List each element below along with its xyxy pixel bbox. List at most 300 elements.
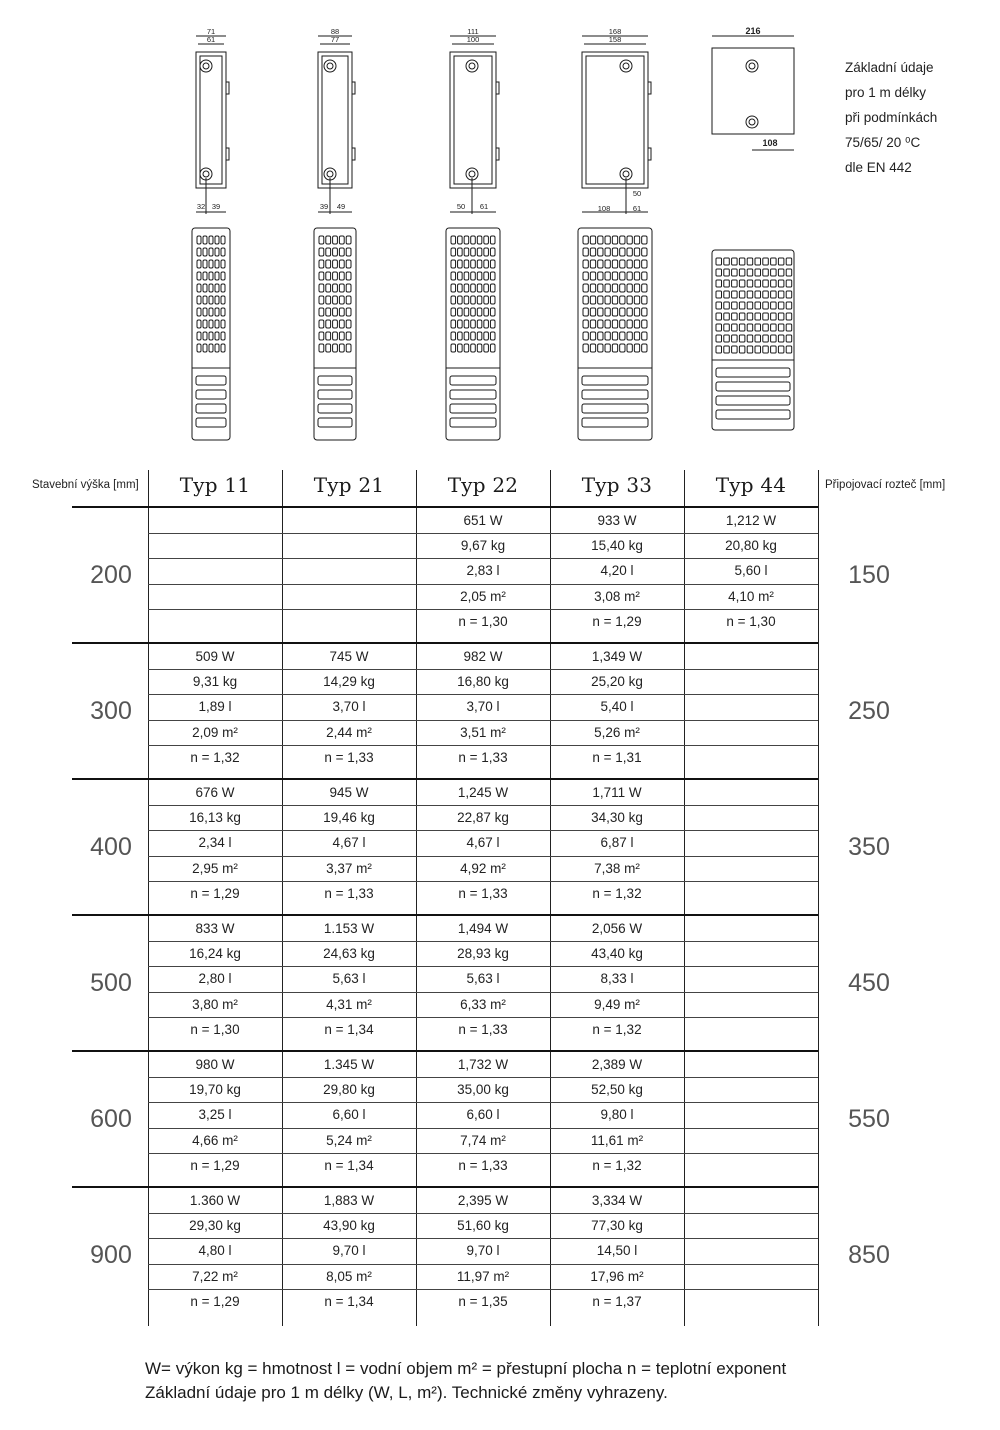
grille-slot — [739, 269, 745, 276]
height-value: 400 — [90, 833, 132, 861]
grille-slot — [197, 296, 201, 304]
grille-slot — [747, 324, 753, 331]
grille-slot — [605, 260, 610, 268]
grille-slot — [620, 344, 625, 352]
grille-slot — [627, 248, 632, 256]
dimension-label: 39 — [211, 202, 221, 211]
table-cell — [282, 533, 416, 558]
grille-slot — [771, 280, 777, 287]
grille-slot — [221, 236, 225, 244]
grille-slot — [763, 269, 769, 276]
grille-slot — [464, 248, 469, 256]
grille-slot — [339, 248, 344, 256]
fin-section — [716, 382, 790, 391]
table-cell: 982 W — [463, 649, 503, 664]
table-cell — [282, 609, 416, 634]
grille-slot — [724, 335, 730, 342]
grille-slot — [605, 344, 610, 352]
grille-slot — [464, 296, 469, 304]
grille-slot — [203, 332, 207, 340]
info-line: pro 1 m délky — [845, 85, 927, 100]
table-cell: 5,24 m² — [326, 1132, 372, 1148]
table-cell: 3,51 m² — [460, 724, 506, 740]
grille-slot — [771, 313, 777, 320]
grille-slot — [464, 236, 469, 244]
grille-slot — [326, 296, 331, 304]
info-line: 75/65/ 20 ⁰C — [845, 135, 921, 150]
table-cell: 52,50 kg — [591, 1082, 643, 1098]
table-cell: n = 1,30 — [726, 613, 776, 629]
grille-slot — [333, 296, 338, 304]
grille-slot — [326, 344, 331, 352]
table-cell: 9,80 l — [600, 1107, 634, 1123]
table-cell: 3,70 l — [332, 699, 366, 715]
grille-slot — [583, 308, 588, 316]
connector-circle — [469, 171, 475, 177]
grille-slot — [464, 320, 469, 328]
connector-circle — [324, 60, 336, 72]
table-cell: 5,26 m² — [594, 724, 640, 740]
fin-section — [450, 390, 496, 399]
grille-slot — [786, 346, 792, 353]
grille-slot — [771, 335, 777, 342]
table-cell — [684, 1102, 818, 1127]
grille-slot — [346, 284, 351, 292]
table-cell — [684, 916, 818, 941]
grille-slot — [771, 346, 777, 353]
radiator-front-inner — [586, 56, 644, 184]
table-cell: 17,96 m² — [590, 1268, 644, 1284]
table-cell: n = 1,33 — [458, 749, 508, 765]
grille-slot — [755, 258, 761, 265]
grille-slot — [339, 284, 344, 292]
grille-slot — [598, 248, 603, 256]
grille-slot — [464, 272, 469, 280]
grille-slot — [598, 320, 603, 328]
table-cell: n = 1,33 — [324, 749, 374, 765]
grille-slot — [583, 296, 588, 304]
grille-slot — [620, 260, 625, 268]
grille-slot — [490, 236, 495, 244]
grille-slot — [477, 284, 482, 292]
grille-slot — [634, 332, 639, 340]
table-cell — [282, 558, 416, 583]
grille-slot — [778, 258, 784, 265]
table-cell — [148, 584, 282, 609]
grille-slot — [612, 308, 617, 316]
grille-slot — [458, 296, 463, 304]
base-data-info — [845, 55, 995, 180]
grille-slot — [747, 258, 753, 265]
bracket — [648, 82, 651, 94]
table-cell: 8,33 l — [600, 971, 634, 987]
table-cell: 51,60 kg — [457, 1218, 509, 1234]
table-cell: 4,10 m² — [728, 588, 774, 604]
grille-slot — [627, 284, 632, 292]
grille-slot — [771, 258, 777, 265]
grille-slot — [747, 335, 753, 342]
grille-slot — [319, 296, 324, 304]
grille-slot — [484, 272, 489, 280]
height-value: 500 — [90, 969, 132, 997]
grille-slot — [458, 308, 463, 316]
grille-slot — [346, 296, 351, 304]
grille-slot — [451, 248, 456, 256]
table-cell: 9,70 l — [332, 1243, 366, 1259]
grille-slot — [778, 280, 784, 287]
connector-circle — [203, 171, 209, 177]
grille-slot — [333, 248, 338, 256]
grille-slot — [627, 320, 632, 328]
grille-slot — [747, 269, 753, 276]
fin-section — [318, 390, 352, 399]
connector-circle — [749, 63, 755, 69]
fin-section — [582, 376, 648, 385]
grille-slot — [786, 280, 792, 287]
connector-circle — [623, 171, 629, 177]
column-header-typ-44: Typ 44 — [715, 473, 787, 497]
grille-slot — [620, 296, 625, 304]
table-cell: 651 W — [463, 513, 503, 528]
grille-slot — [612, 284, 617, 292]
table-cell: 4,92 m² — [460, 860, 506, 876]
fin-section — [450, 418, 496, 427]
table-cell: 5,40 l — [600, 699, 634, 715]
dimension-label: 100 — [466, 35, 480, 44]
grille-slot — [490, 344, 495, 352]
grille-slot — [612, 260, 617, 268]
legend-line: W= výkon kg = hmotnost l = vodní objem m² = přestupní plocha n = teplotní exponent — [145, 1359, 787, 1378]
grille-slot — [763, 313, 769, 320]
grille-slot — [598, 260, 603, 268]
fin-section — [318, 404, 352, 413]
table-cell: 1,494 W — [457, 921, 509, 936]
connector-circle — [746, 60, 758, 72]
table-cell: 29,30 kg — [189, 1218, 241, 1234]
grille-slot — [755, 324, 761, 331]
grille-slot — [605, 284, 610, 292]
table-cell: 4,67 l — [466, 835, 500, 851]
grille-slot — [484, 320, 489, 328]
grille-slot — [458, 284, 463, 292]
grille-slot — [755, 346, 761, 353]
table-cell: 1,245 W — [457, 785, 509, 800]
grille-slot — [778, 313, 784, 320]
grille-slot — [583, 236, 588, 244]
grille-slot — [642, 308, 647, 316]
grille-slot — [215, 260, 219, 268]
grille-slot — [471, 284, 476, 292]
grille-slot — [724, 313, 730, 320]
grille-slot — [326, 248, 331, 256]
grille-slot — [490, 308, 495, 316]
connector-circle — [746, 116, 758, 128]
table-cell: n = 1,33 — [324, 885, 374, 901]
table-cell: 7,38 m² — [594, 860, 640, 876]
grille-slot — [620, 272, 625, 280]
fin-section — [196, 404, 226, 413]
dimension-label: 216 — [745, 26, 761, 36]
grille-slot — [612, 320, 617, 328]
grille-slot — [627, 344, 632, 352]
grille-slot — [605, 320, 610, 328]
grille-slot — [209, 284, 213, 292]
grille-slot — [319, 320, 324, 328]
grille-slot — [732, 280, 738, 287]
table-cell: 43,40 kg — [591, 946, 643, 962]
table-cell: 14,29 kg — [323, 674, 375, 690]
grille-slot — [786, 258, 792, 265]
bracket — [648, 148, 651, 160]
grille-slot — [477, 272, 482, 280]
grille-slot — [732, 291, 738, 298]
table-cell: 9,31 kg — [192, 674, 238, 690]
grille-slot — [732, 335, 738, 342]
table-cell: 19,70 kg — [189, 1082, 241, 1098]
grille-slot — [755, 291, 761, 298]
spacing-value: 550 — [848, 1105, 890, 1133]
table-cell: n = 1,29 — [190, 1293, 240, 1309]
grille-slot — [724, 280, 730, 287]
grille-slot — [778, 302, 784, 309]
grille-slot — [716, 258, 722, 265]
grille-slot — [326, 236, 331, 244]
spacing-header: Připojovací rozteč [mm] — [825, 479, 946, 491]
grille-slot — [319, 332, 324, 340]
radiator-front-inner — [454, 56, 492, 184]
grille-slot — [451, 236, 456, 244]
grille-slot — [771, 302, 777, 309]
connector-circle — [327, 171, 333, 177]
dimension-label: 39 — [319, 202, 329, 211]
grille-slot — [620, 308, 625, 316]
grille-slot — [471, 332, 476, 340]
grille-slot — [598, 332, 603, 340]
table-cell: 5,60 l — [734, 563, 768, 579]
dimension-label: 32 — [196, 202, 206, 211]
grille-slot — [732, 324, 738, 331]
table-cell — [684, 644, 818, 669]
grille-slot — [732, 269, 738, 276]
grille-slot — [451, 344, 456, 352]
grille-slot — [339, 260, 344, 268]
grille-slot — [627, 272, 632, 280]
grille-slot — [634, 236, 639, 244]
grille-slot — [755, 313, 761, 320]
connector-circle — [466, 60, 478, 72]
table-cell: 1,732 W — [457, 1057, 509, 1072]
grille-slot — [221, 284, 225, 292]
grille-slot — [477, 296, 482, 304]
grille-slot — [605, 308, 610, 316]
grille-slot — [716, 324, 722, 331]
grille-slot — [583, 272, 588, 280]
grille-slot — [763, 324, 769, 331]
table-cell: 4,20 l — [600, 563, 634, 579]
table-cell: 2,056 W — [591, 921, 643, 936]
grille-slot — [590, 272, 595, 280]
grille-slot — [333, 236, 338, 244]
grille-slot — [786, 302, 792, 309]
table-cell — [148, 508, 282, 533]
table-cell — [684, 1128, 818, 1153]
table-cell: 945 W — [329, 785, 369, 800]
table-cell: 35,00 kg — [457, 1082, 509, 1098]
connector-circle — [469, 63, 475, 69]
grille-slot — [458, 272, 463, 280]
grille-slot — [458, 332, 463, 340]
table-cell: 7,74 m² — [460, 1132, 506, 1148]
table-cell: 1,711 W — [592, 785, 642, 800]
grille-slot — [755, 335, 761, 342]
grille-slot — [339, 236, 344, 244]
column-header-typ-33: Typ 33 — [581, 473, 653, 497]
grille-slot — [598, 344, 603, 352]
grille-slot — [346, 320, 351, 328]
grille-slot — [627, 236, 632, 244]
grille-slot — [464, 308, 469, 316]
height-value: 900 — [90, 1241, 132, 1269]
table-cell — [148, 533, 282, 558]
column-divider — [818, 470, 819, 1326]
radiator-front-outline — [582, 52, 648, 188]
grille-slot — [203, 308, 207, 316]
column-header-typ-22: Typ 22 — [447, 473, 519, 497]
grille-slot — [747, 280, 753, 287]
grille-slot — [477, 308, 482, 316]
grille-slot — [484, 332, 489, 340]
grille-slot — [471, 296, 476, 304]
table-cell: n = 1,32 — [190, 749, 240, 765]
grille-slot — [203, 260, 207, 268]
spacing-value: 850 — [848, 1241, 890, 1269]
grille-slot — [319, 260, 324, 268]
table-cell: 2,395 W — [457, 1193, 509, 1208]
table-cell: n = 1,29 — [190, 885, 240, 901]
fin-section — [196, 376, 226, 385]
table-cell: n = 1,30 — [190, 1021, 240, 1037]
grille-slot — [612, 344, 617, 352]
bracket — [226, 148, 229, 160]
grille-slot — [490, 284, 495, 292]
radiator-front-outline — [318, 52, 352, 188]
grille-slot — [197, 308, 201, 316]
grille-slot — [458, 320, 463, 328]
dimension-label: 88 — [330, 27, 340, 36]
table-cell: 3,08 m² — [594, 588, 640, 604]
grille-slot — [590, 260, 595, 268]
grille-slot — [339, 272, 344, 280]
grille-slot — [346, 236, 351, 244]
grille-slot — [747, 291, 753, 298]
fin-section — [450, 376, 496, 385]
grille-slot — [346, 260, 351, 268]
grille-slot — [642, 332, 647, 340]
grille-slot — [755, 269, 761, 276]
height-value: 300 — [90, 697, 132, 725]
connector-circle — [623, 63, 629, 69]
table-cell: n = 1,33 — [458, 885, 508, 901]
table-cell — [684, 1213, 818, 1238]
table-cell: 1.345 W — [323, 1057, 375, 1072]
connector-circle — [620, 60, 632, 72]
bracket — [226, 82, 229, 94]
grille-slot — [484, 284, 489, 292]
grille-slot — [724, 269, 730, 276]
grille-slot — [203, 320, 207, 328]
grille-slot — [221, 248, 225, 256]
grille-slot — [778, 335, 784, 342]
spacing-value: 150 — [848, 561, 890, 589]
grille-slot — [490, 332, 495, 340]
grille-slot — [612, 332, 617, 340]
grille-slot — [471, 320, 476, 328]
grille-slot — [471, 248, 476, 256]
table-cell: 3,334 W — [591, 1193, 643, 1208]
grille-slot — [326, 260, 331, 268]
table-cell: 15,40 kg — [591, 538, 643, 554]
grille-slot — [484, 248, 489, 256]
table-cell — [148, 609, 282, 634]
table-cell: 2,80 l — [198, 971, 232, 987]
table-cell: 77,30 kg — [591, 1218, 643, 1234]
dimension-label: 168 — [608, 27, 622, 36]
grille-slot — [197, 284, 201, 292]
table-cell: n = 1,35 — [458, 1293, 508, 1309]
grille-slot — [209, 236, 213, 244]
grille-slot — [319, 284, 324, 292]
grille-slot — [590, 284, 595, 292]
grille-slot — [634, 308, 639, 316]
fin-section — [196, 390, 226, 399]
grille-slot — [458, 260, 463, 268]
dimension-label: 108 — [597, 204, 611, 213]
grille-slot — [333, 284, 338, 292]
info-line: při podmínkách — [845, 110, 938, 125]
grille-slot — [716, 346, 722, 353]
grille-slot — [490, 248, 495, 256]
grille-slot — [620, 236, 625, 244]
grille-slot — [627, 296, 632, 304]
grille-slot — [215, 272, 219, 280]
fin-section — [716, 410, 790, 419]
grille-slot — [333, 308, 338, 316]
table-cell: 4,67 l — [332, 835, 366, 851]
radiator-front-inner — [322, 56, 348, 184]
grille-slot — [763, 302, 769, 309]
table-cell: n = 1,31 — [592, 749, 642, 765]
grille-slot — [490, 320, 495, 328]
grille-slot — [215, 344, 219, 352]
grille-slot — [339, 320, 344, 328]
grille-slot — [605, 332, 610, 340]
table-cell: 1,89 l — [198, 699, 232, 715]
grille-slot — [620, 248, 625, 256]
table-cell: 24,63 kg — [323, 946, 375, 962]
grille-slot — [484, 236, 489, 244]
table-cell: 11,61 m² — [590, 1132, 644, 1148]
grille-slot — [477, 332, 482, 340]
grille-slot — [477, 236, 482, 244]
grille-slot — [464, 332, 469, 340]
grille-slot — [716, 291, 722, 298]
grille-slot — [319, 272, 324, 280]
table-cell: 1,212 W — [725, 513, 777, 528]
table-cell: 2,83 l — [466, 563, 500, 579]
grille-slot — [221, 320, 225, 328]
grille-slot — [755, 302, 761, 309]
grille-slot — [590, 344, 595, 352]
